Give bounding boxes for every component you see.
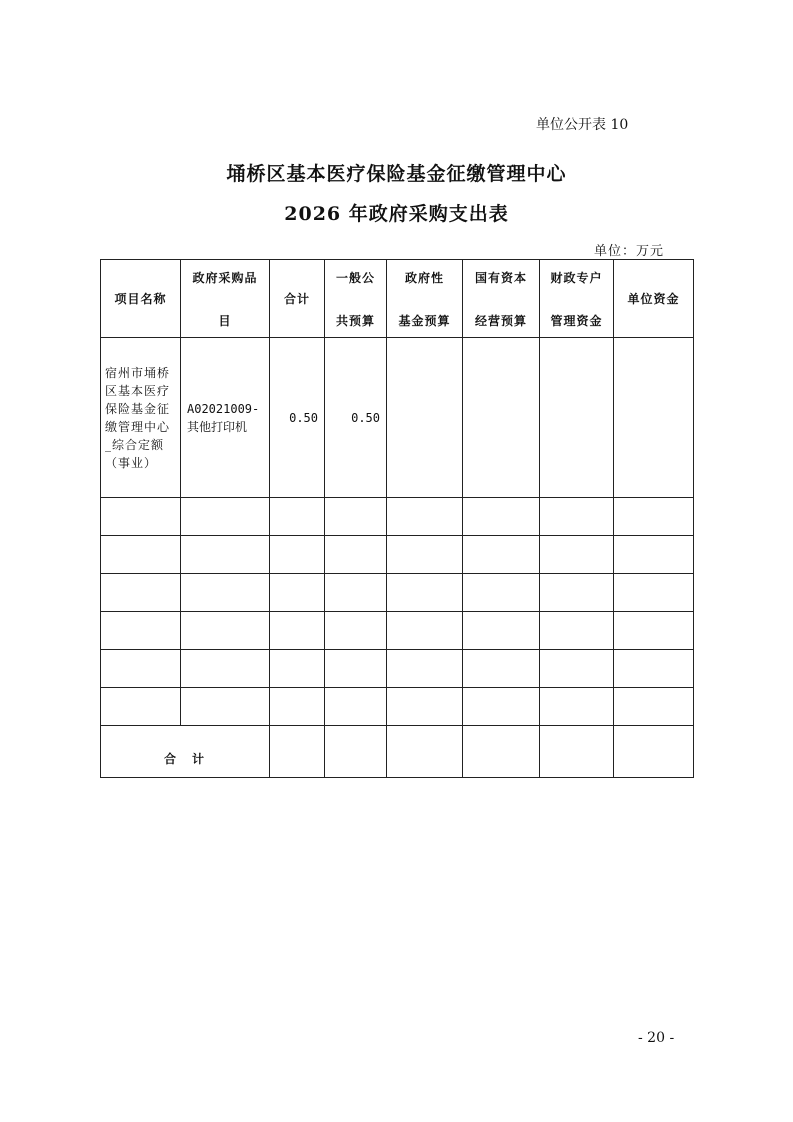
page-title-line1: 埇桥区基本医疗保险基金征缴管理中心 (226, 163, 567, 185)
header-purchase-item (181, 260, 270, 338)
total-row-label: 合 计 (101, 726, 270, 778)
table-header-row (101, 260, 694, 338)
table-row-blank (101, 650, 694, 688)
cell-general-budget: 0.50 (325, 338, 387, 498)
table-row-blank (101, 574, 694, 612)
cell-purchase-item: A02021009-其他打印机 (181, 338, 270, 498)
cell-total: 0.50 (270, 338, 325, 498)
header-fiscal-special-line2: 管理资金 (550, 313, 603, 328)
header-general-budget (325, 260, 387, 338)
header-project-name: 项目名称 (101, 260, 181, 338)
header-purchase-item-line2: 目 (218, 313, 232, 328)
cell-gov-fund (387, 338, 463, 498)
table-row-blank (101, 612, 694, 650)
cell-fiscal-special (540, 338, 614, 498)
table-row (101, 338, 694, 498)
header-unit-funds: 单位资金 (614, 260, 694, 338)
form-number: 单位公开表 10 (536, 117, 629, 133)
page-number: - 20 - (638, 1030, 675, 1046)
header-gov-fund-line1: 政府性 (404, 270, 444, 285)
header-general-line1: 一般公 (335, 270, 375, 285)
header-gov-fund-line2: 基金预算 (398, 313, 451, 328)
table-row-blank (101, 688, 694, 726)
header-state-capital-line1: 国有资本 (474, 270, 527, 285)
unit-label: 单位：万元 (594, 244, 665, 259)
page-title-line2: 2026 年政府采购支出表 (284, 203, 509, 225)
header-purchase-item-line1: 政府采购品 (192, 270, 258, 285)
table-row-blank (101, 498, 694, 536)
header-fiscal-special (540, 260, 614, 338)
cell-unit-funds (614, 338, 694, 498)
cell-project-name: 宿州市埇桥区基本医疗保险基金征缴管理中心_综合定额（事业） (101, 338, 181, 498)
header-total: 合计 (270, 260, 325, 338)
header-general-line2: 共预算 (335, 313, 375, 328)
header-state-capital (463, 260, 540, 338)
header-gov-fund (387, 260, 463, 338)
procurement-table (100, 259, 694, 778)
cell-state-capital (463, 338, 540, 498)
table-row-blank (101, 536, 694, 574)
header-state-capital-line2: 经营预算 (474, 313, 527, 328)
header-fiscal-special-line1: 财政专户 (550, 270, 603, 285)
table-total-row (101, 726, 694, 778)
